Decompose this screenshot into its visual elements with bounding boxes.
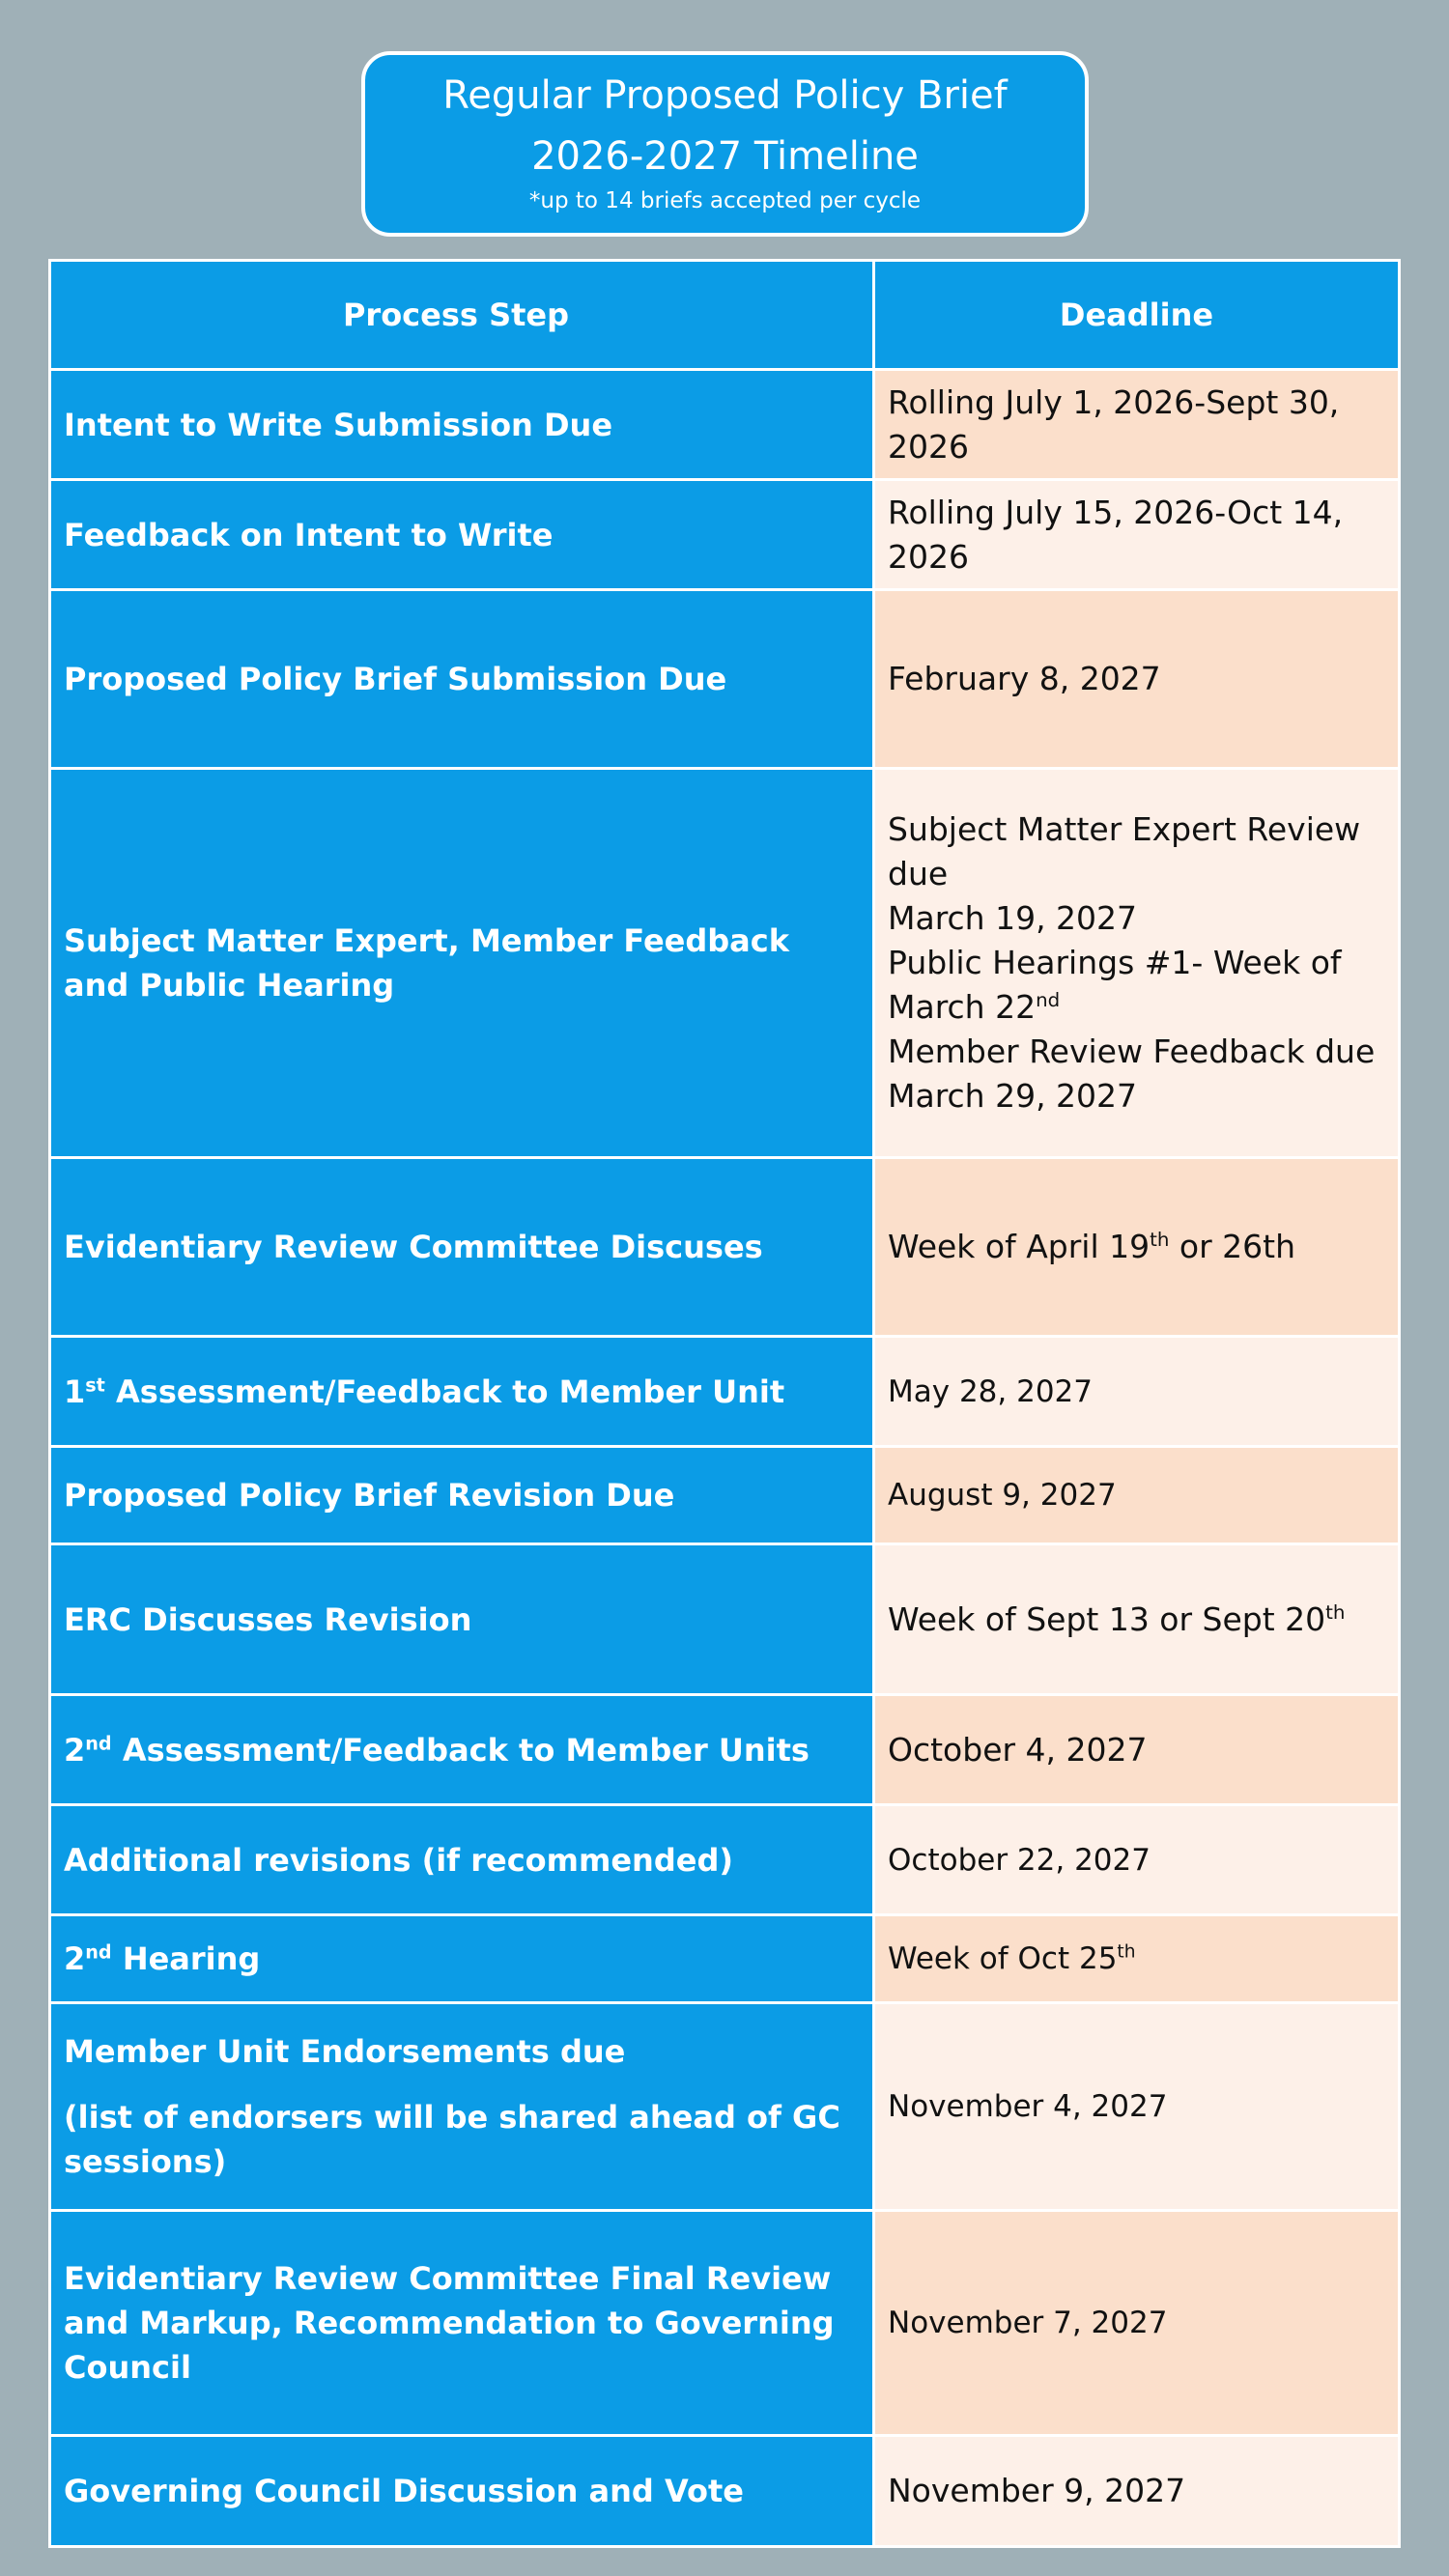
ordinal-suffix: th [1117,1941,1136,1963]
table-row-step [51,1696,872,1803]
step-label: ERC Discusses Revision [64,1600,472,1638]
table-row-deadline [875,2004,1398,2209]
table-row-step [51,2004,872,2209]
deadline-label: Rolling July 15, 2026-Oct 14, 2026 [888,493,1344,576]
title-note: *up to 14 briefs accepted per cycle [528,188,922,213]
step-label: Proposed Policy Brief Submission Due [64,661,727,697]
ordinal-suffix: nd [85,1940,112,1964]
step-text: 2 [64,1731,86,1769]
title-line-2: 2026-2027 Timeline [531,134,919,179]
table-row-deadline [875,1916,1398,2001]
deadline-label: October 22, 2027 [888,1842,1151,1878]
step-text: Hearing [111,1940,261,1977]
header-process-step-label: Process Step [342,297,570,333]
table-row-step [51,1159,872,1335]
title-line-1: Regular Proposed Policy Brief [442,73,1008,118]
step-label: Feedback on Intent to Write [64,516,554,553]
table-row-step [51,591,872,767]
deadline-multiline [888,807,1398,1118]
step-label [64,1370,784,1414]
ordinal-suffix: th [1150,1229,1170,1251]
deadline-line [888,985,1398,1030]
timeline-table [48,259,1401,2548]
deadline-label: May 28, 2027 [888,1373,1093,1409]
step-label: Intent to Write Submission Due [64,406,613,443]
table-row-deadline [875,1159,1398,1335]
table-row-deadline [875,770,1398,1156]
table-row-deadline [875,481,1398,588]
table-row-deadline [875,1545,1398,1693]
step-label: Additional revisions (if recommended) [64,1841,733,1879]
table-row-step [51,770,872,1156]
header-deadline-label: Deadline [1059,297,1214,333]
deadline-line: Member Review Feedback due [888,1033,1376,1070]
deadline-text: March 22 [888,988,1037,1026]
table-row-step [51,1338,872,1445]
deadline-line: Public Hearings #1- Week of [888,944,1342,981]
deadline-text: Week of April 19 [888,1228,1151,1265]
table-row-step [51,2437,872,2545]
table-row-step [51,1448,872,1543]
deadline-label: November 4, 2027 [888,2089,1168,2124]
deadline-text: or 26th [1169,1228,1295,1265]
deadline-label: Rolling July 1, 2026-Sept 30, 2026 [888,382,1340,466]
step-label: Governing Council Discussion and Vote [64,2473,744,2509]
ordinal-suffix: nd [85,1731,112,1754]
table-row-deadline [875,1806,1398,1913]
step-text: 1 [64,1373,86,1410]
deadline-label: November 7, 2027 [888,2306,1168,2340]
deadline-label: August 9, 2027 [888,1478,1117,1513]
step-text: Assessment/Feedback to Member Units [111,1731,810,1769]
step-multiline [64,2029,861,2184]
table-row-deadline [875,1448,1398,1543]
header-process-step [51,262,872,368]
deadline-line: March 19, 2027 [888,899,1138,937]
deadline-label: October 4, 2027 [888,1730,1148,1769]
ordinal-suffix: th [1325,1600,1346,1624]
step-label: Evidentiary Review Committee Final Review and Markup, Recommendation to Governing Council [64,2260,835,2386]
deadline-text: Week of Oct 25 [888,1941,1118,1976]
deadline-label: February 8, 2027 [888,660,1161,697]
table-row-step [51,481,872,588]
deadline-label [888,1937,1136,1981]
table-row-deadline [875,2212,1398,2434]
deadline-label: November 9, 2027 [888,2472,1186,2509]
table-row-deadline [875,1696,1398,1803]
table-row-deadline [875,591,1398,767]
ordinal-suffix: nd [1036,989,1061,1011]
step-text: Assessment/Feedback to Member Unit [104,1373,785,1410]
deadline-line: Subject Matter Expert Review due [888,810,1361,892]
deadline-line: March 29, 2027 [888,1077,1138,1115]
deadline-label [888,1225,1295,1269]
header-deadline [875,262,1398,368]
step-line: Member Unit Endorsements due [64,2033,626,2070]
table-row-step [51,1916,872,2001]
step-text: 2 [64,1940,86,1977]
step-label [64,1728,810,1772]
table-row-step [51,371,872,478]
step-label: Evidentiary Review Committee Discuses [64,1229,763,1265]
title-box [361,51,1089,237]
step-label: Proposed Policy Brief Revision Due [64,1477,675,1514]
step-label [64,1937,260,1981]
step-line: (list of endorsers will be shared ahead of GC sessions) [64,2099,840,2180]
table-row-step [51,1545,872,1693]
step-label: Subject Matter Expert, Member Feedback and Public Hearing [64,922,789,1004]
table-row-deadline [875,2437,1398,2545]
deadline-label [888,1598,1345,1642]
table-row-step [51,2212,872,2434]
table-row-deadline [875,1338,1398,1445]
ordinal-suffix: st [85,1373,105,1396]
deadline-text: Week of Sept 13 or Sept 20 [888,1599,1326,1638]
table-row-step [51,1806,872,1913]
table-row-deadline [875,371,1398,478]
